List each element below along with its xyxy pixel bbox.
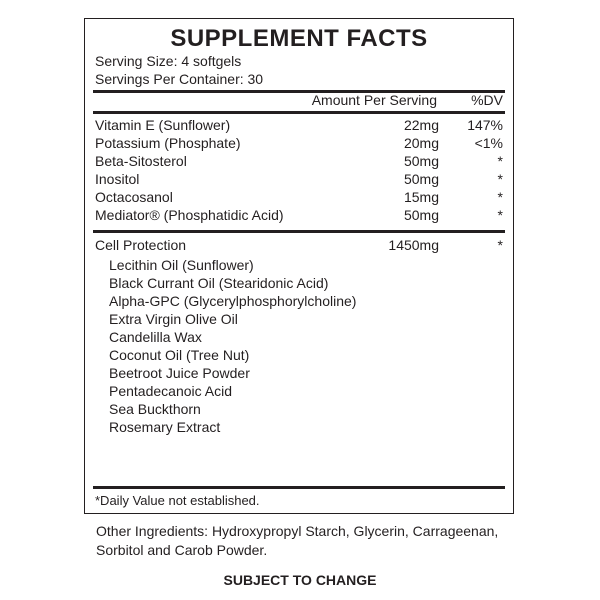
blend-amount: 1450mg: [388, 237, 439, 253]
nutrient-name: Potassium (Phosphate): [95, 135, 241, 151]
nutrient-dv: *: [497, 189, 503, 205]
nutrient-name: Beta-Sitosterol: [95, 153, 187, 169]
thick-divider: [93, 230, 505, 233]
nutrient-amount: 50mg: [403, 153, 439, 169]
blend-row: [95, 237, 503, 255]
nutrient-amount: 15mg: [403, 189, 439, 205]
nutrient-name: Vitamin E (Sunflower): [95, 117, 231, 133]
blend-ingredient: Coconut Oil (Tree Nut): [109, 347, 250, 363]
nutrient-row: [95, 171, 503, 189]
nutrient-row: [95, 117, 503, 135]
nutrient-row: [95, 189, 503, 207]
amount-per-serving-header: Amount Per Serving: [311, 92, 437, 108]
blend-ingredient: Alpha-GPC (Glycerylphosphorylcholine): [109, 293, 357, 309]
servings-per-container: Servings Per Container: 30: [95, 71, 264, 87]
thick-divider: [93, 486, 505, 489]
nutrient-name: Octacosanol: [95, 189, 173, 205]
panel-title: SUPPLEMENT FACTS: [170, 25, 428, 52]
thick-divider: [93, 111, 505, 114]
nutrient-row: [95, 153, 503, 171]
blend-ingredient: Sea Buckthorn: [109, 401, 201, 417]
subject-to-change-note: SUBJECT TO CHANGE: [223, 572, 377, 588]
blend-ingredient: Beetroot Juice Powder: [109, 365, 250, 381]
nutrient-name: Mediator® (Phosphatidic Acid): [95, 207, 284, 223]
nutrient-dv: *: [497, 153, 503, 169]
thick-divider: [93, 90, 505, 93]
nutrient-amount: 50mg: [403, 207, 439, 223]
supplement-facts-panel: [84, 18, 514, 514]
blend-ingredient: Rosemary Extract: [109, 419, 221, 435]
nutrient-amount: 20mg: [403, 135, 439, 151]
nutrient-dv: *: [497, 171, 503, 187]
other-ingredients: Other Ingredients: Hydroxypropyl Starch, Glycerin, Carrageenan, Sorbitol and Carob Powder.: [96, 523, 499, 558]
nutrient-name: Inositol: [95, 171, 140, 187]
blend-dv: *: [497, 237, 503, 253]
blend-name: Cell Protection: [95, 237, 187, 253]
nutrient-dv: *: [497, 207, 503, 223]
nutrient-amount: 22mg: [403, 117, 439, 133]
dv-header: %DV: [471, 92, 503, 108]
blend-ingredient: Extra Virgin Olive Oil: [109, 311, 238, 327]
nutrient-dv: 147%: [467, 117, 503, 133]
nutrient-row: [95, 207, 503, 225]
blend-ingredient: Black Currant Oil (Stearidonic Acid): [109, 275, 329, 291]
serving-size: Serving Size: 4 softgels: [95, 53, 242, 69]
nutrient-dv: <1%: [474, 135, 503, 151]
blend-ingredient: Pentadecanoic Acid: [109, 383, 232, 399]
nutrient-row: [95, 135, 503, 153]
nutrient-amount: 50mg: [403, 171, 439, 187]
daily-value-footnote: *Daily Value not established.: [95, 493, 260, 508]
blend-ingredient: Candelilla Wax: [109, 329, 202, 345]
blend-ingredient: Lecithin Oil (Sunflower): [109, 257, 254, 273]
